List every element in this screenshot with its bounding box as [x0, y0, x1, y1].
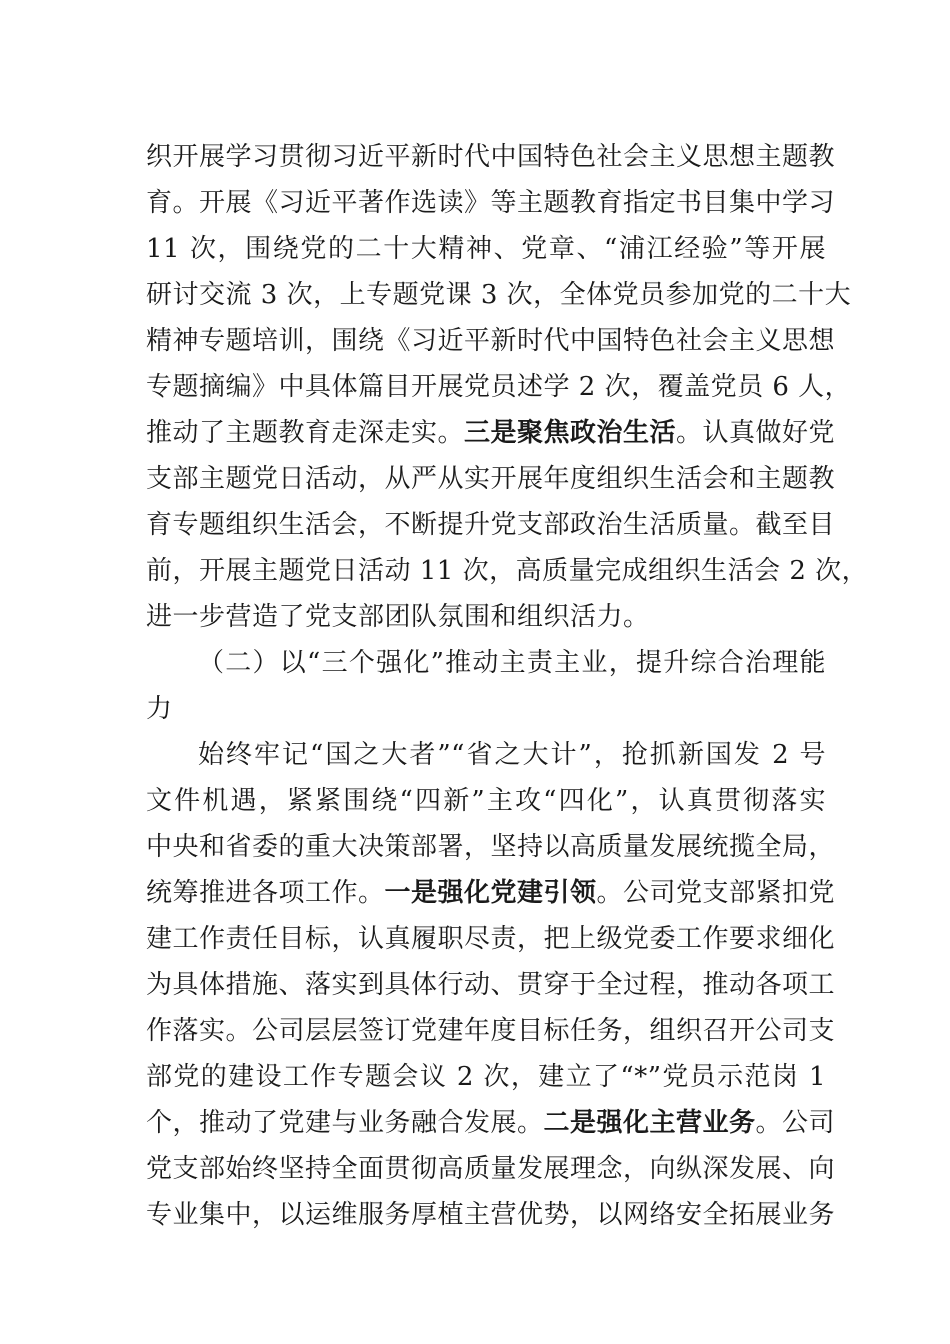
text-run: 建工作责任目标，认真履职尽责，把上级党委工作要求细化	[146, 924, 836, 954]
text-line	[198, 732, 826, 778]
section-heading	[198, 640, 826, 686]
text-line	[146, 916, 836, 962]
text-run: 研讨交流 3 次，上专题党课 3 次，全体党员参加党的二十大	[146, 280, 852, 310]
text-line	[146, 1100, 836, 1146]
text-line	[146, 456, 836, 502]
text-run: 文件机遇，紧紧围绕“四新”主攻“四化”，认真贯彻落实	[146, 786, 826, 816]
text-line	[146, 180, 836, 226]
text-run: 11 次，围绕党的二十大精神、党章、“浦江经验”等开展	[146, 234, 826, 264]
text-line	[146, 1008, 836, 1054]
text-run: 推动了主题教育走深走实。	[146, 418, 465, 448]
text-run: 进一步营造了党支部团队氛围和组织活力。	[146, 602, 650, 632]
text-line	[146, 318, 836, 364]
text-run: 育。开展《习近平著作选读》等主题教育指定书目集中学习	[146, 188, 836, 218]
text-line	[146, 594, 826, 640]
text-run: 部党的建设工作专题会议 2 次，建立了“*”党员示范岗 1	[146, 1062, 826, 1092]
text-run: 中央和省委的重大决策部署，坚持以高质量发展统揽全局，	[146, 832, 836, 862]
text-line	[146, 410, 836, 456]
text-line	[146, 962, 836, 1008]
text-run: 。认真做好党	[676, 418, 836, 448]
text-line	[146, 778, 826, 824]
text-run: 专题摘编》中具体篇目开展党员述学 2 次，覆盖党员 6 人，	[146, 372, 852, 402]
text-line	[146, 1054, 826, 1100]
text-run: 。公司党支部紧扣党	[596, 878, 836, 908]
text-run: 力	[146, 694, 173, 724]
text-run: 育专题组织生活会，不断提升党支部政治生活质量。截至目	[146, 510, 836, 540]
text-line	[146, 1146, 836, 1192]
text-run: 为具体措施、落实到具体行动、贯穿于全过程，推动各项工	[146, 970, 836, 1000]
text-line	[146, 502, 836, 548]
text-line	[146, 134, 836, 180]
section-heading-continued	[146, 686, 826, 732]
text-run: 党支部始终坚持全面贯彻高质量发展理念，向纵深发展、向	[146, 1154, 836, 1184]
bold-heading: 三是聚焦政治生活	[464, 418, 677, 448]
bold-heading: 二是强化主营业务	[543, 1108, 756, 1138]
text-run: 个，推动了党建与业务融合发展。	[146, 1108, 544, 1138]
text-line	[146, 364, 852, 410]
text-run: 专业集中，以运维服务厚植主营优势，以网络安全拓展业务	[146, 1200, 836, 1230]
text-run: （二）以“三个强化”推动主责主业，提升综合治理能	[198, 648, 826, 678]
text-line	[146, 1192, 836, 1238]
text-run: 统筹推进各项工作。	[146, 878, 385, 908]
text-run: 始终牢记“国之大者”“省之大计”，抢抓新国发 2 号	[198, 740, 826, 770]
text-run: 作落实。公司层层签订党建年度目标任务，组织召开公司支	[146, 1016, 836, 1046]
text-line	[146, 548, 869, 594]
text-line	[146, 272, 852, 318]
text-line	[146, 870, 836, 916]
text-run: 。公司	[755, 1108, 836, 1138]
text-run: 精神专题培训，围绕《习近平新时代中国特色社会主义思想	[146, 326, 836, 356]
text-run: 织开展学习贯彻习近平新时代中国特色社会主义思想主题教	[146, 142, 836, 172]
text-line	[146, 824, 836, 870]
bold-heading: 一是强化党建引领	[384, 878, 597, 908]
text-run: 支部主题党日活动，从严从实开展年度组织生活会和主题教	[146, 464, 836, 494]
text-line	[146, 226, 826, 272]
text-run: 前，开展主题党日活动 11 次，高质量完成组织生活会 2 次，	[146, 556, 869, 586]
